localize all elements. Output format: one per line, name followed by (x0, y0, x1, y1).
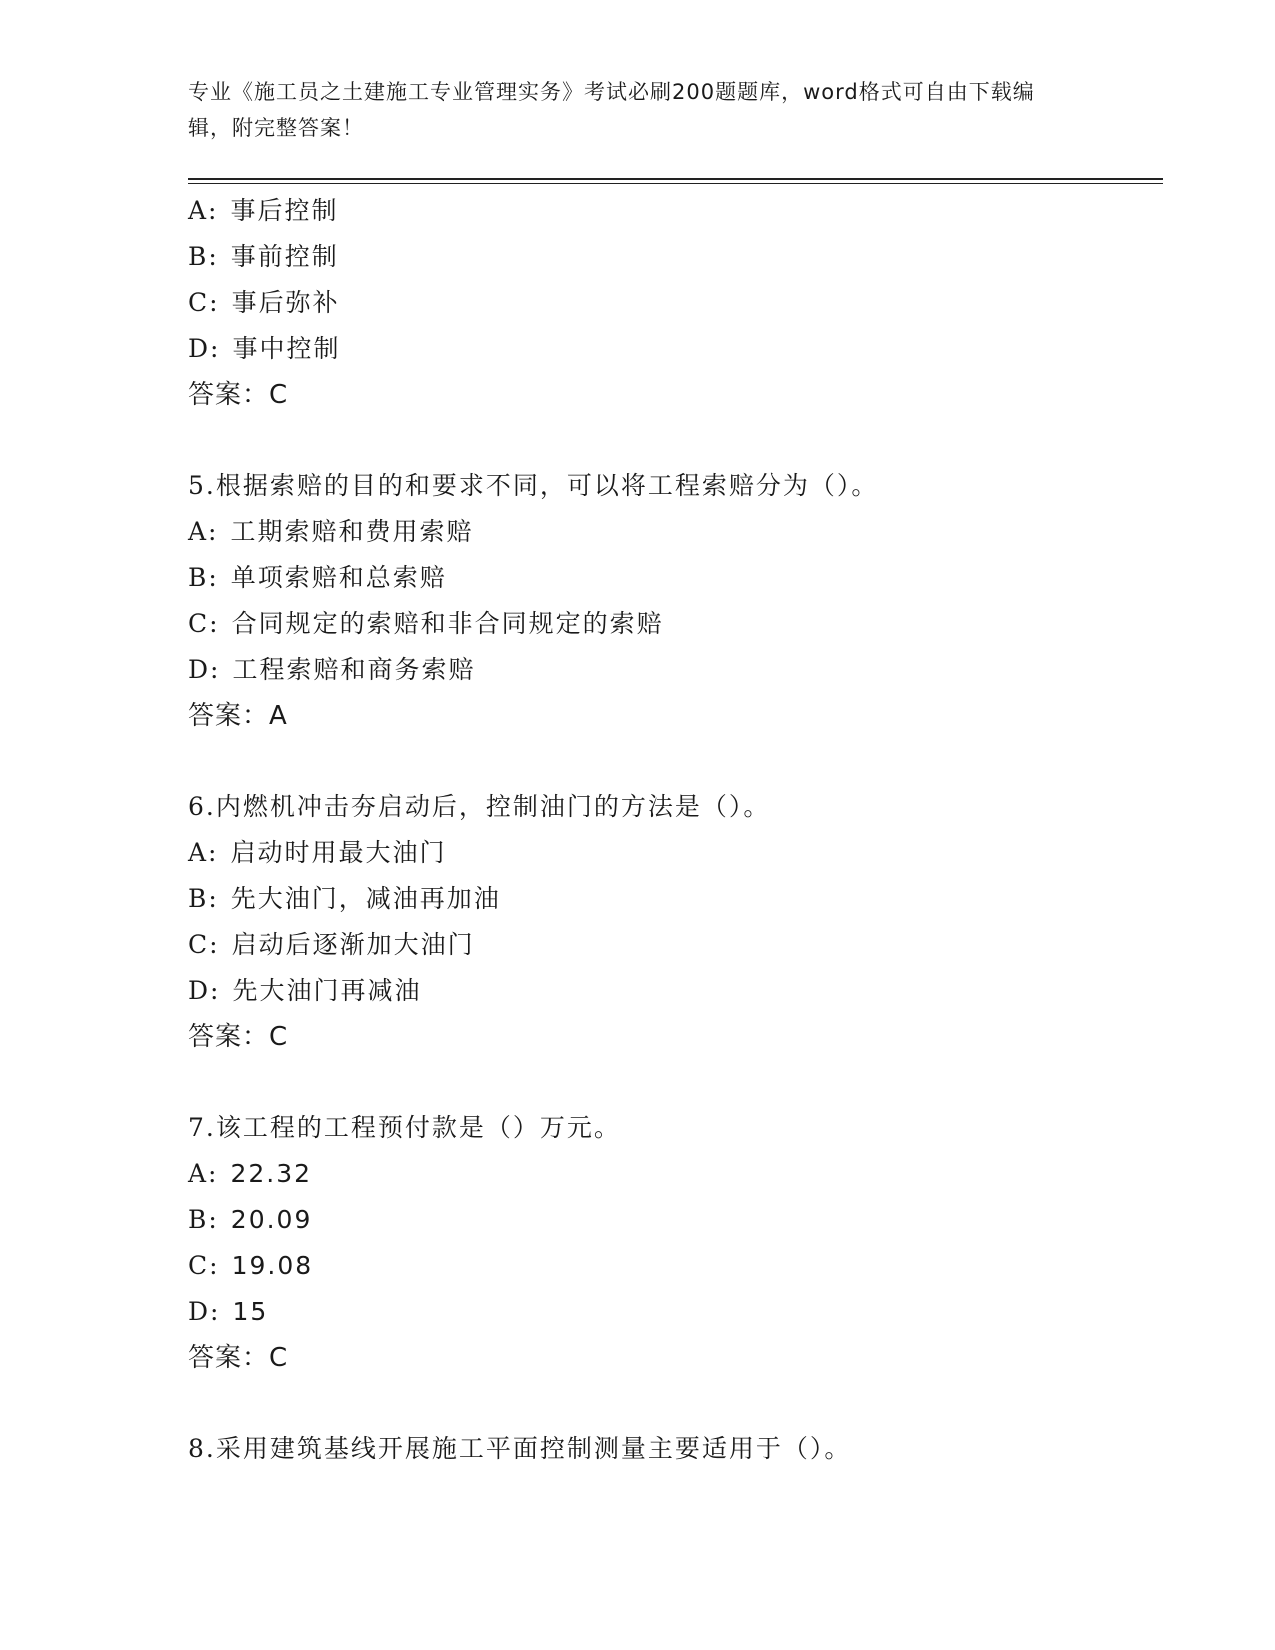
option-d: D: 15 (188, 1297, 269, 1326)
option-a: A: 启动时用最大油门 (188, 838, 447, 867)
answer-line: 答案：A (188, 701, 288, 731)
option-a: A: 22.32 (188, 1159, 313, 1188)
question-stem: 8.采用建筑基线开展施工平面控制测量主要适用于（）。 (188, 1434, 852, 1463)
question-partial (188, 188, 1163, 418)
document-header: 专业《施工员之土建施工专业管理实务》考试必刷200题题库，word格式可自由下载编辑，附完整答案！ (188, 80, 1035, 140)
answer-line: 答案：C (188, 1022, 289, 1052)
option-a: A: 事后控制 (188, 196, 339, 225)
option-c: C: 19.08 (188, 1251, 314, 1280)
header-divider-thick (188, 178, 1163, 180)
question-8 (188, 1426, 1163, 1472)
question-6 (188, 784, 1163, 1060)
option-c: C: 事后弥补 (188, 288, 340, 317)
option-d: D: 事中控制 (188, 334, 341, 363)
option-b: B: 事前控制 (188, 242, 339, 271)
option-c: C: 启动后逐渐加大油门 (188, 930, 475, 959)
question-list (188, 188, 1163, 1472)
option-d: D: 先大油门再减油 (188, 976, 422, 1005)
option-d: D: 工程索赔和商务索赔 (188, 655, 476, 684)
option-c: C: 合同规定的索赔和非合同规定的索赔 (188, 609, 664, 638)
option-b: B: 20.09 (188, 1205, 313, 1234)
header-divider-thin (188, 183, 1163, 184)
question-7 (188, 1105, 1163, 1381)
answer-line: 答案：C (188, 380, 289, 410)
question-5 (188, 463, 1163, 739)
option-b: B: 单项索赔和总索赔 (188, 563, 447, 592)
answer-line: 答案：C (188, 1343, 289, 1373)
question-stem: 5.根据索赔的目的和要求不同，可以将工程索赔分为（）。 (188, 471, 879, 500)
question-stem: 6.内燃机冲击夯启动后，控制油门的方法是（）。 (188, 792, 771, 821)
option-a: A: 工期索赔和费用索赔 (188, 517, 474, 546)
option-b: B: 先大油门，减油再加油 (188, 884, 501, 913)
question-stem: 7.该工程的工程预付款是（）万元。 (188, 1113, 621, 1142)
